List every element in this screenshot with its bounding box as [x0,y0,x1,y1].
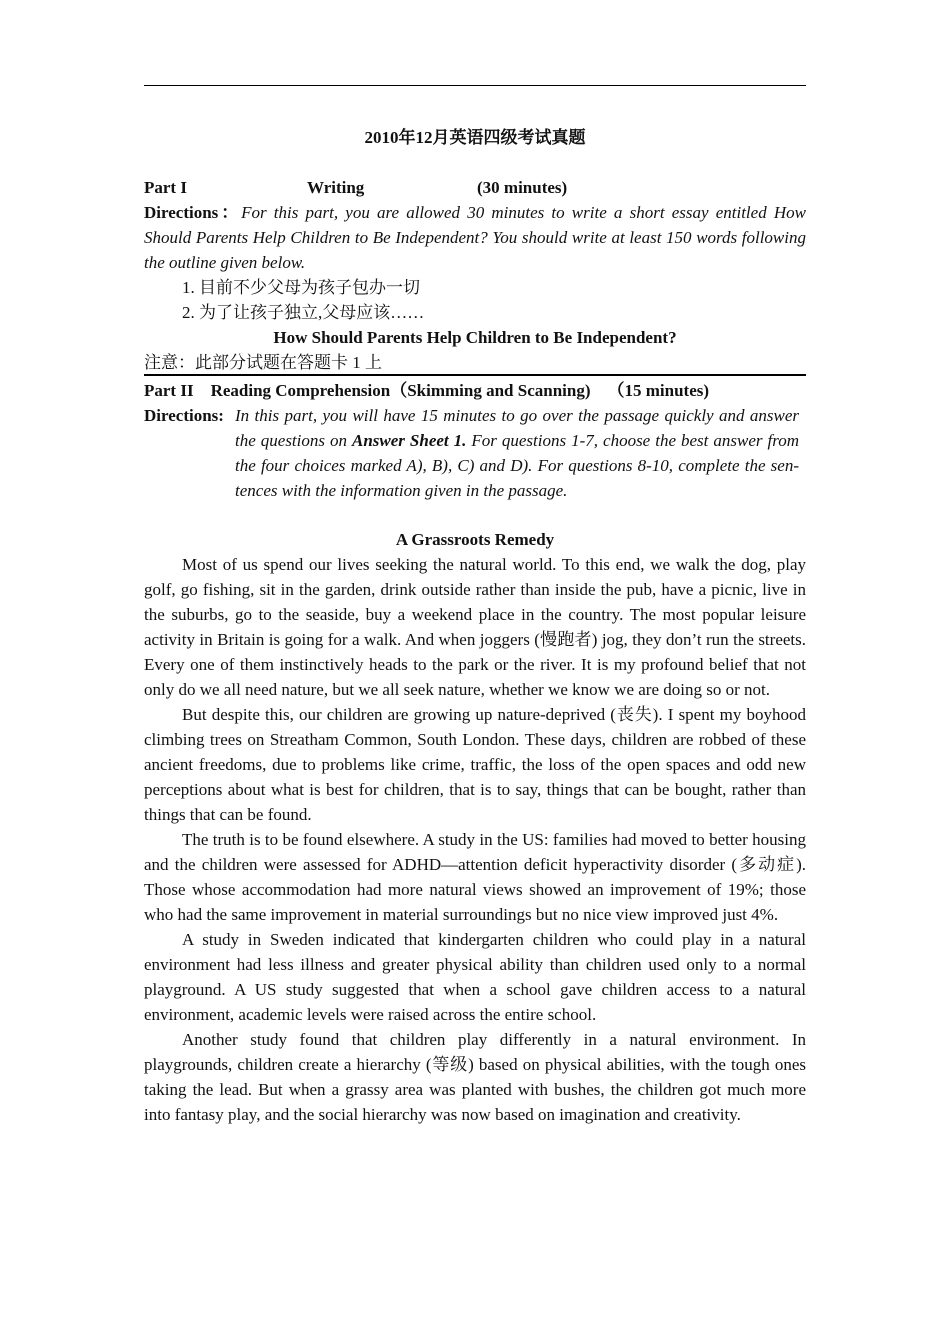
part1-directions [144,200,806,275]
part2-rule [144,374,806,376]
part2-directions-label: Directions: [144,406,224,425]
part2-header: Part II Reading Comprehension（Skimming and Scanning) （15 minutes) [144,381,710,400]
part1-body [144,200,806,375]
passage-paragraph: But despite this, our children are growing up nature-deprived (丧失). I spent my boyhood climbing trees on Streatham Common, South London. These days, children are robbed of these ancient freedoms, due to problems like crime, traffic, the loss of the open spaces and odd new perceptions about what is best for children, that is to say, things that can be bought, rather than things that can be found. [144,705,806,824]
part1-time: (30 minutes) [477,178,568,197]
passage-paragraph: A study in Sweden indicated that kindergarten children who could play in a natural environment had less illness and greater physical ability than children used only to a normal playground. A US study suggested that when a school gave children access to a natural environment, academic levels were raised across the entire school. [144,930,806,1024]
outline-item: 1. 目前不少父母为孩子包办一切 [182,278,420,297]
part2-directions [144,403,806,503]
header-rule [144,85,806,86]
passage-paragraph: Most of us spend our lives seeking the natural world. To this end, we walk the dog, play golf, go fishing, sit in the garden, drink outside rather than inside the pub, have a picnic, live in the suburbs, go to the seaside, buy a weekend place in the country. The most popular leisure activity in Britain is going for a walk. And when joggers (慢跑者) jog, they don’t run the streets. Every one of them instinctively heads to the park or the river. It is my profound belief that not only do we all need nature, but we all seek nature, whether we know we are doing so or not. [144,555,806,699]
part1-name: Writing [307,178,365,197]
part1-note: 注意：此部分试题在答题卡 1 上 [144,353,382,372]
essay-title: How Should Parents Help Children to Be Independent? [273,328,677,347]
passage [144,527,806,1127]
part1-directions-text: For this part, you are allowed 30 minutes to write a short essay entitled How Should Parents Help Children to Be Independent? You should write at least 150 words following the outline given below. [144,203,806,272]
passage-paragraph: The truth is to be found elsewhere. A study in the US: families had moved to better housing and the children were assessed for ADHD—attention deficit hyperactivity disorder (多动症). Those whose accommodation had more natural views showed an improvement of 19%; those who had the same improvement in material surroundings but no nice view improved just 4%. [144,830,806,924]
part1-header [144,175,806,200]
passage-title: A Grassroots Remedy [395,530,555,549]
part2-directions-a: In this part, you will have 15 minutes to go over the passage quickly and answer the questions on [235,406,799,450]
exam-title: 2010年12月英语四级考试真题 [364,128,586,147]
part1-directions-label: Directions： [144,203,242,222]
answer-sheet-ref: Answer Sheet 1. [352,431,467,450]
part1-label: Part I [144,178,187,197]
outline-item: 2. 为了让孩子独立,父母应该…… [182,303,425,322]
part2-directions-b: For questions 1-7, choose the best answer from the four choices marked A), B), C) and D). For questions 8-10, complete the sen-tences with the information given in the passage. [235,431,799,500]
part2-directions-text [235,403,799,503]
passage-paragraph: Another study found that children play differently in a natural environment. In playgrounds, children create a hierarchy (等级) based on physical abilities, with the tough ones taking the lead. But when a grassy area was planted with bushes, the children got much more into fantasy play, and the social hierarchy was now based on imagination and creativity. [144,1030,806,1124]
